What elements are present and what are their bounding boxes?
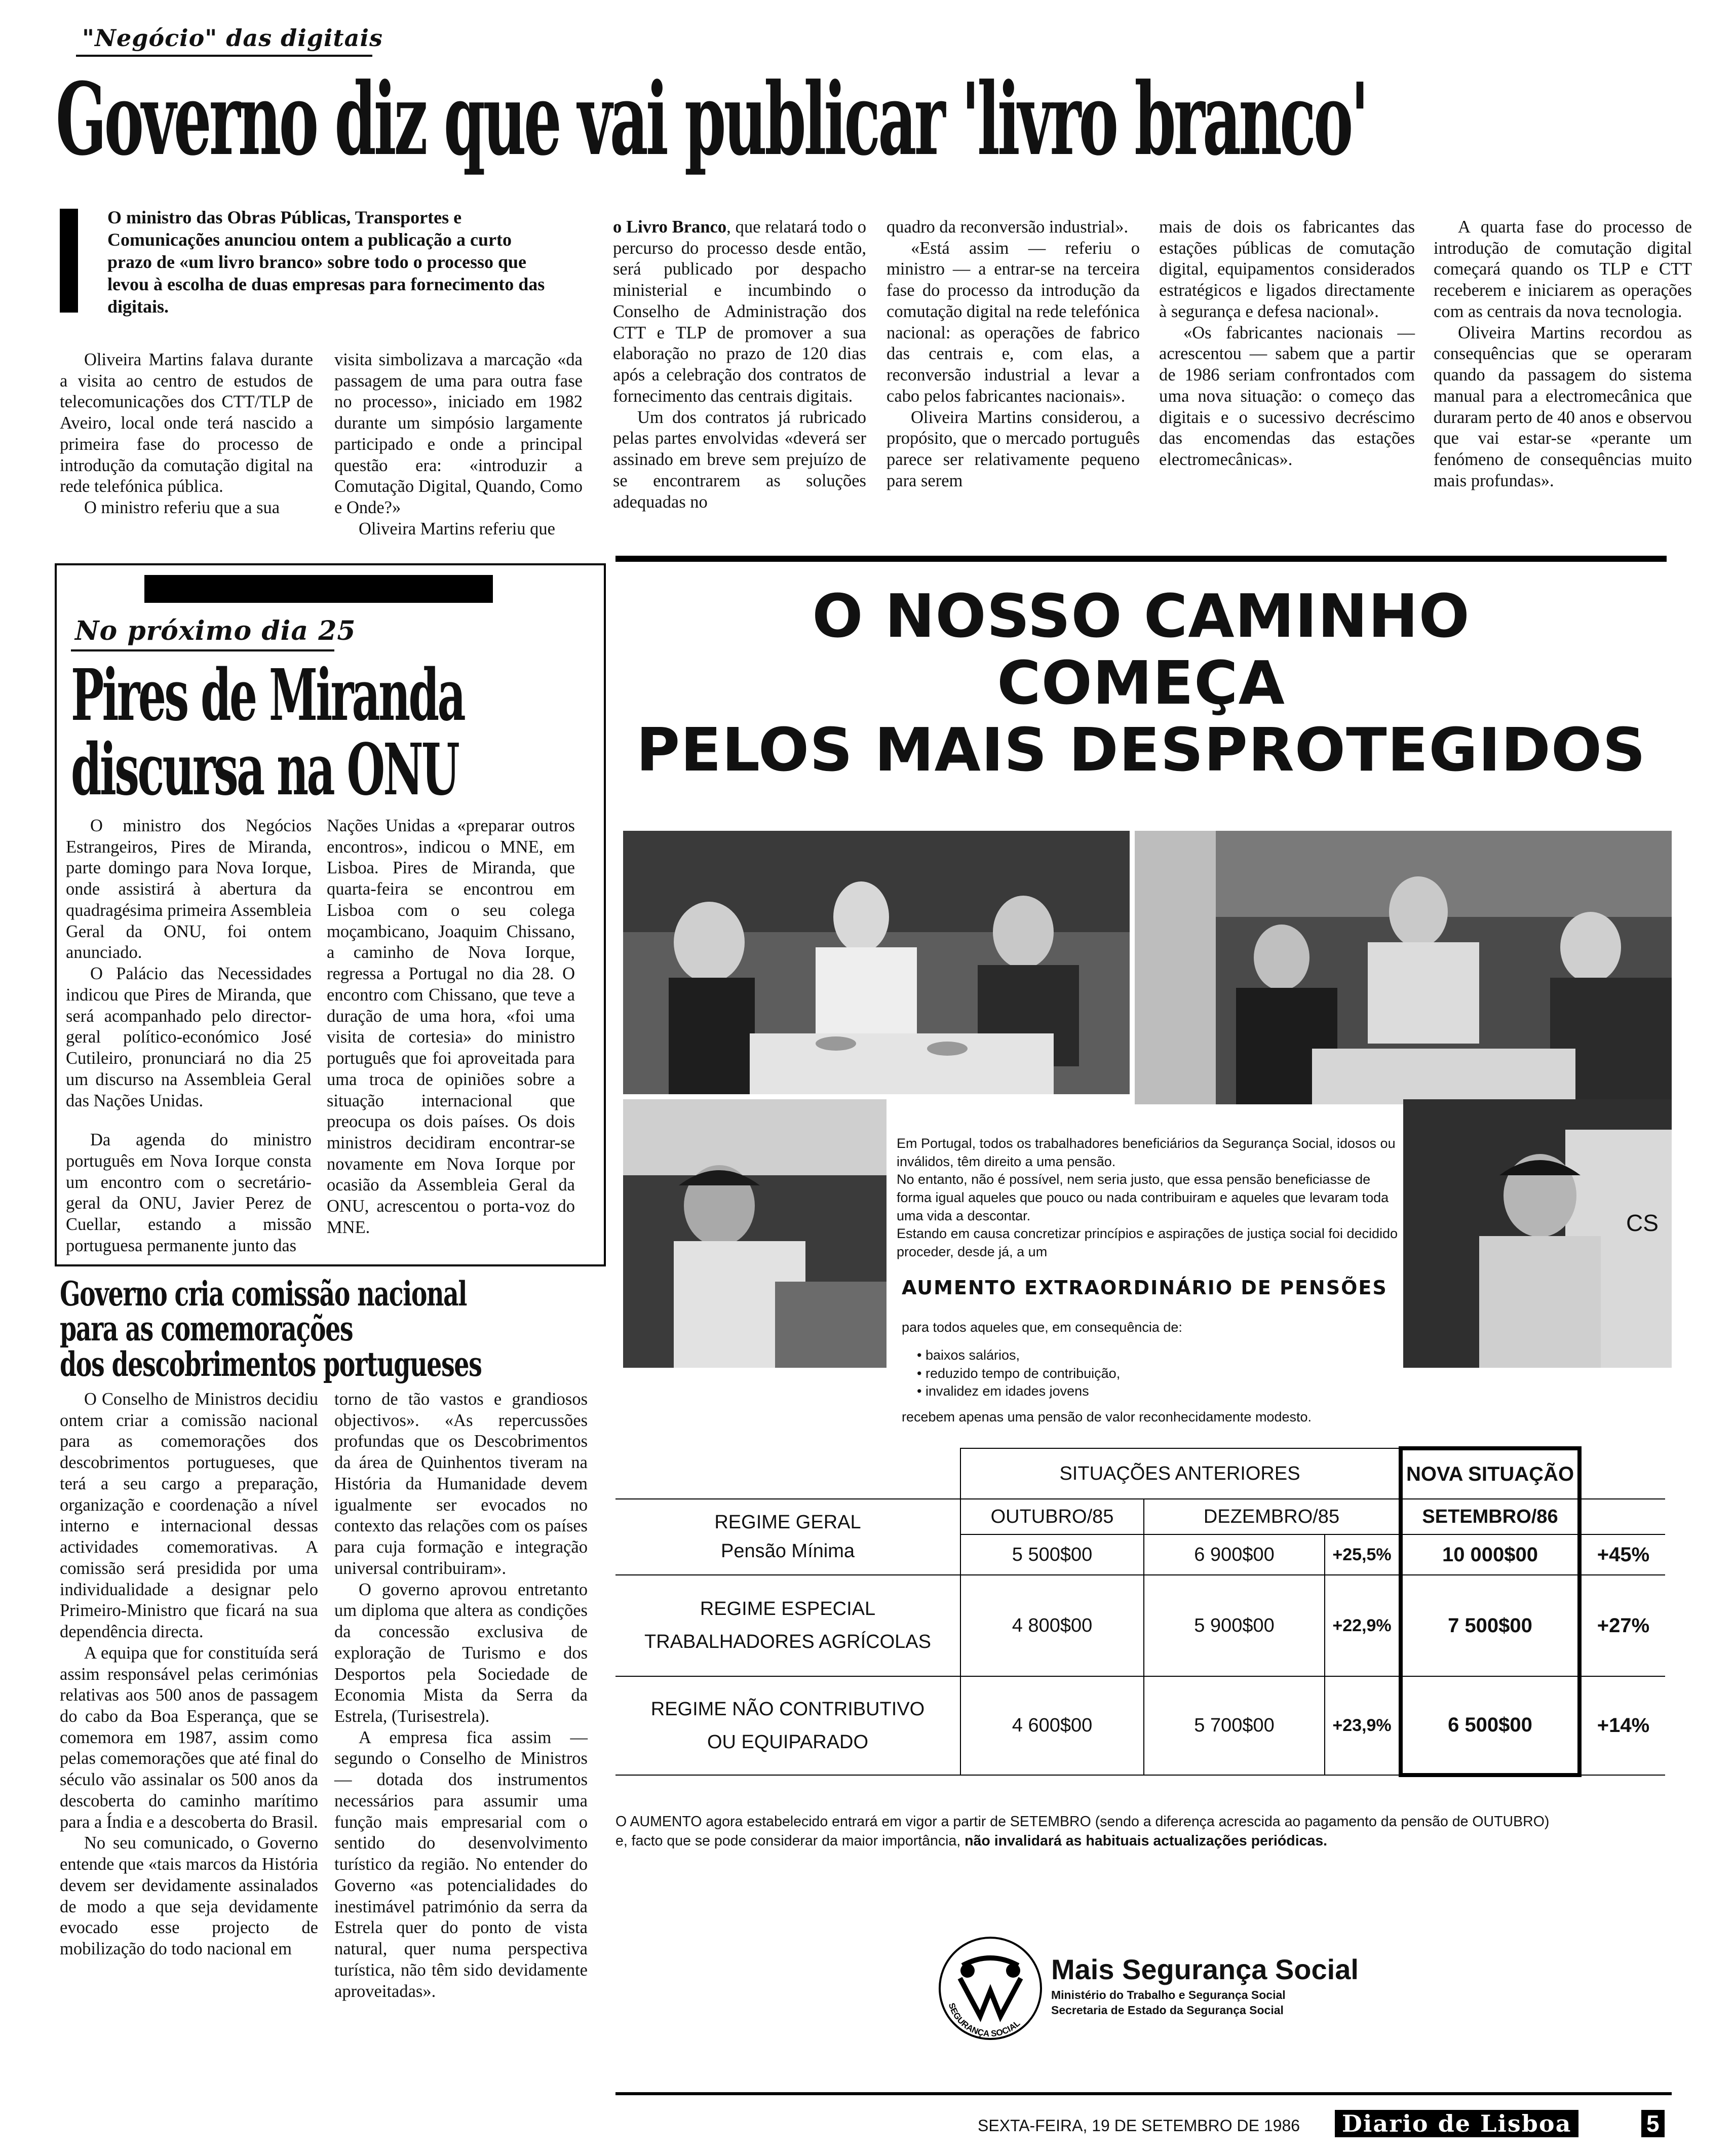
table-empty-cell	[1579, 1448, 1665, 1499]
logo-arc-text: SEGURANÇA SOCIAL	[946, 2001, 1022, 2039]
article1-col1: Oliveira Martins falava durante a visita ao centro de estudos de telecomunicações dos CTT/TLP de Aveiro, local onde terá nascido a primeira fase do processo de introdução da comutação digital na rede telefónica pública. O ministro referiu que a sua	[60, 350, 313, 518]
article3-col1: O Conselho de Ministros decidiu ontem criar a comissão nacional para as comemorações dos descobrimentos portugueses, que terá a seu cargo a preparação, organização e coordenação a nível interno e internacional dessas actividades comemorativas. A comissão será presidida por uma individualidade a designar pelo Primeiro-Ministro que ficará na sua dependência directa. A equipa que for constituída será assim responsável pelas cerimónias relativas aos 500 anos de passagem do cabo da Boa Esperança, que se comemora em 1987, assim como pelas comemorações que até final do século vão assinalar os 500 anos da descoberta do caminho marítimo para a Índia e a descoberta do Brasil. No seu comunicado, o Governo entende que «tais marcos da História devem ser devidamente assinalados de modo a que seja devidamente evocado esse projecto de mobilização do todo nacional em	[60, 1390, 318, 1959]
table-row-label: REGIME GERAL Pensão Mínima	[615, 1499, 960, 1575]
article1-lead: O ministro das Obras Públicas, Transportes e Comunicações anunciou ontem a publicação a curto prazo de «um livro branco» sobre todo o processo que levou à escolha de duas empresas para fornecimento das digitais.	[107, 207, 545, 317]
table-row-label: REGIME ESPECIAL TRABALHADORES AGRÍCOLAS	[615, 1575, 960, 1676]
ad-bottom-rule	[615, 2092, 1672, 2095]
ad-bullets	[917, 1346, 1120, 1401]
table-empty-cell	[615, 1448, 960, 1499]
value-dez: 5 900$00	[1144, 1575, 1325, 1676]
ad-for-whom: para todos aqueles que, em consequência de:	[902, 1320, 1182, 1335]
value-out: 4 600$00	[960, 1676, 1144, 1775]
kicker-negocio-digitais: "Negócio" das digitais	[82, 24, 383, 52]
table-empty-cell	[1579, 1499, 1665, 1534]
table-row	[615, 1575, 1665, 1676]
brand-name: Mais Segurança Social	[1051, 1953, 1359, 1985]
pct-set: +27%	[1579, 1575, 1665, 1676]
pct-dez: +25,5%	[1325, 1534, 1401, 1575]
kicker-proximo-dia: No próximo dia 25	[75, 615, 356, 646]
article1-col5: mais de dois os fabricantes das estações públicas de comutação digital, equipamentos considerados estratégicos e ligados directamente à segurança e defesa nacional». «Os fabricantes nacionais — acrescentou — sabem que a partir de 1986 seriam confrontados com uma nova situação: o começo das digitais e o sucessivo decréscimo das encomendas das estações electromecânicas».	[1159, 217, 1415, 470]
article1-col4: quadro da reconversão industrial». «Está assim — referiu o ministro — a entrar-se na terceira fase do processo da introdução da comutação digital na rede telefónica nacional: as operações de fabrico das centrais e, com elas, a reconversão industrial a levar a cabo pelos fabricantes nacionais». Oliveira Martins considerou, a propósito, que o mercado português parece ser relativamente pequeno para serem	[887, 217, 1140, 490]
lead-bar	[60, 209, 78, 313]
seguranca-social-logo	[932, 1930, 1049, 2047]
col-outubro: OUTUBRO/85	[960, 1499, 1144, 1534]
ministry-line-2: Secretaria de Estado da Segurança Social	[1051, 2004, 1284, 2017]
col-setembro: SETEMBRO/86	[1401, 1499, 1579, 1534]
table-row	[615, 1676, 1665, 1775]
footer-date: SEXTA-FEIRA, 19 DE SETEMBRO DE 1986	[978, 2116, 1300, 2135]
pension-table-wrap	[615, 1446, 1665, 1777]
header-previous: SITUAÇÕES ANTERIORES	[960, 1448, 1401, 1499]
kicker-rule	[76, 55, 372, 57]
article1-col2: visita simbolizava a marcação «da passagem de uma para outra fase no processo», iniciado em 1982 durante um simpósio largamente participado e onde a principal questão era: «introduzir a Comutação Digital, Quando, Como e Onde?» Oliveira Martins referiu que	[334, 350, 583, 538]
value-dez: 6 900$00	[1144, 1534, 1325, 1575]
livro-branco-bold: o Livro Branco	[613, 217, 727, 237]
headline-livro-branco: Governo diz que vai publicar 'livro branco'	[56, 61, 1367, 178]
page-number: 5	[1641, 2110, 1665, 2137]
article1-col6: A quarta fase do processo de introdução de comutação digital começará quando os TLP e CTT receberem e iniciarem as operações com as centrais da nova tecnologia. Oliveira Martins recordou as consequências que se operaram quando da passagem do sistema manual para a electromecânica que duraram perto de 40 anos e observou que vai estar-se «perante um fenómeno de consequências muito mais profundas».	[1434, 217, 1692, 490]
pct-dez: +22,9%	[1325, 1575, 1401, 1676]
header-new: NOVA SITUAÇÃO	[1401, 1448, 1579, 1499]
ad-photo-card-players	[1135, 831, 1672, 1104]
col-dezembro: DEZEMBRO/85	[1144, 1499, 1401, 1534]
article1-col3: o Livro Branco, que relatará todo o percurso do processo desde então, será publicado por despacho ministerial e incumbindo o Conselho de Administração dos CTT e TLP de promover a sua elaboração no prazo de 120 dias após a celebração dos contratos de fornecimento das centrais digitais. Um dos contratos já rubricado pelas partes envolvidas «deverá ser assinado em breve sem prejuízo de se encontrarem as soluções adequadas no	[613, 217, 866, 512]
ad-aumento-heading: AUMENTO EXTRAORDINÁRIO DE PENSÕES	[902, 1277, 1388, 1299]
kicker2-rule	[71, 649, 334, 651]
pct-set: +45%	[1579, 1534, 1665, 1575]
footer-masthead: Diario de Lisboa	[1335, 2110, 1578, 2137]
ad-photo-farmer	[623, 1099, 887, 1368]
ad-photo-elderly-table	[623, 831, 1130, 1094]
ministry-line-1: Ministério do Trabalho e Segurança Social	[1051, 1988, 1286, 2001]
ad-photo-worker	[1403, 1099, 1672, 1368]
pct-set: +14%	[1579, 1676, 1665, 1775]
table-row-label: REGIME NÃO CONTRIBUTIVO OU EQUIPARADO	[615, 1676, 960, 1775]
article3-col2: torno de tão vastos e grandiosos objectivos». «As repercussões profundas que os Descobrimentos da área de Quinhentos tiveram na História da Humanidade devem igualmente ser evocados no contexto das relações com os países para cuja formação e integração universal contribuiram». O governo aprovou entretanto um diploma que altera as condições da concessão exclusiva de exploração de Turismo e dos Desportos pela Sociedade de Economia Mista da Serra da Estrela, (Turisestrela). A empresa fica assim — segundo o Conselho de Ministros — dotada dos instrumentos necessários para assumir uma função mais empresarial com o sentido do desenvolvimento turístico da região. No entender do Governo «as potencialidades do inestimável património da serra da Estrela quer do ponto de vista natural, quer numa perspectiva turística, não têm sido devidamente aproveitadas».	[334, 1390, 588, 2001]
redaction-bar	[144, 575, 493, 603]
pension-table	[615, 1446, 1665, 1777]
ad-bullet-item: • reduzido tempo de contribuição,	[917, 1365, 1121, 1381]
ad-body: Em Portugal, todos os trabalhadores beneficiários da Segurança Social, idosos ou inválidos, têm direito a uma pensão. No entanto, não é possível, nem seria justo, que essa pensão beneficiasse de forma igual aqueles que pouco ou nada contribuiram e aqueles que levaram toda uma vida a descontar. Estando em causa concretizar princípios e aspirações de justiça social foi decidido proceder, desde já, a um	[897, 1136, 1398, 1259]
headline-comissao-descobrimentos: Governo cria comissão nacional para as comemorações dos descobrimentos portugueses	[60, 1274, 482, 1384]
ad-title: O NOSSO CAMINHO COMEÇA PELOS MAIS DESPROTEGIDOS	[636, 581, 1646, 785]
article2-col2: Nações Unidas a «preparar outros encontros», indicou o MNE, em Lisboa. Pires de Miranda, que quarta-feira se encontrou em Lisboa com o seu colega moçambicano, Joaquim Chissano, a caminho de Nova Iorque, regressa a Portugal no dia 28. O encontro com Chissano, que teve a duração de uma hora, «foi uma visita de cortesia» do ministro português que foi aproveitada para uma troca de opiniões sobre a situação internacional que preocupa os dois países. Os dois ministros decidiram encontrar-se novamente em Nova Iorque por ocasião da Assembleia Geral da ONU, acrescentou o porta-voz do MNE.	[327, 816, 575, 1237]
ad-receive: recebem apenas uma pensão de valor reconhecidamente modesto.	[902, 1409, 1312, 1424]
value-out: 5 500$00	[960, 1534, 1144, 1575]
ad-bullet-item: • baixos salários,	[917, 1348, 1020, 1363]
pct-dez: +23,9%	[1325, 1676, 1401, 1775]
section-rule	[615, 556, 1667, 562]
ad-note: O AUMENTO agora estabelecido entrará em vigor a partir de SETEMBRO (sendo a diferença acrescida ao pagamento da pensão de OUTUBRO) e, facto que se pode considerar da maior importância, não invalidará as habituais actualizações periódicas.	[615, 1814, 1550, 1849]
article2-col1: O ministro dos Negócios Estrangeiros, Pires de Miranda, parte domingo para Nova Iorque, onde assistirá à abertura da quadragésima primeira Assembleia Geral da ONU, foi ontem anunciado. O Palácio das Necessidades indicou que Pires de Miranda, que será acompanhado pelo director-geral político-económico José Cutileiro, pronunciará no dia 25 um discurso na Assembleia Geral das Nações Unidas. Da agenda do ministro português em Nova Iorque consta um encontro com o secretário-geral da ONU, Javier Perez de Cuellar, estando a missão portuguesa permanente junto das	[66, 816, 312, 1255]
headline-pires-de-miranda: Pires de Miranda discursa na ONU	[71, 654, 464, 812]
value-dez: 5 700$00	[1144, 1676, 1325, 1775]
value-out: 4 800$00	[960, 1575, 1144, 1676]
value-set: 10 000$00	[1401, 1534, 1579, 1575]
ad-photo-label: CS	[1626, 1210, 1659, 1236]
value-set: 7 500$00	[1401, 1575, 1579, 1676]
value-set: 6 500$00	[1401, 1676, 1579, 1775]
ad-bullet-item: • invalidez em idades jovens	[917, 1383, 1089, 1399]
